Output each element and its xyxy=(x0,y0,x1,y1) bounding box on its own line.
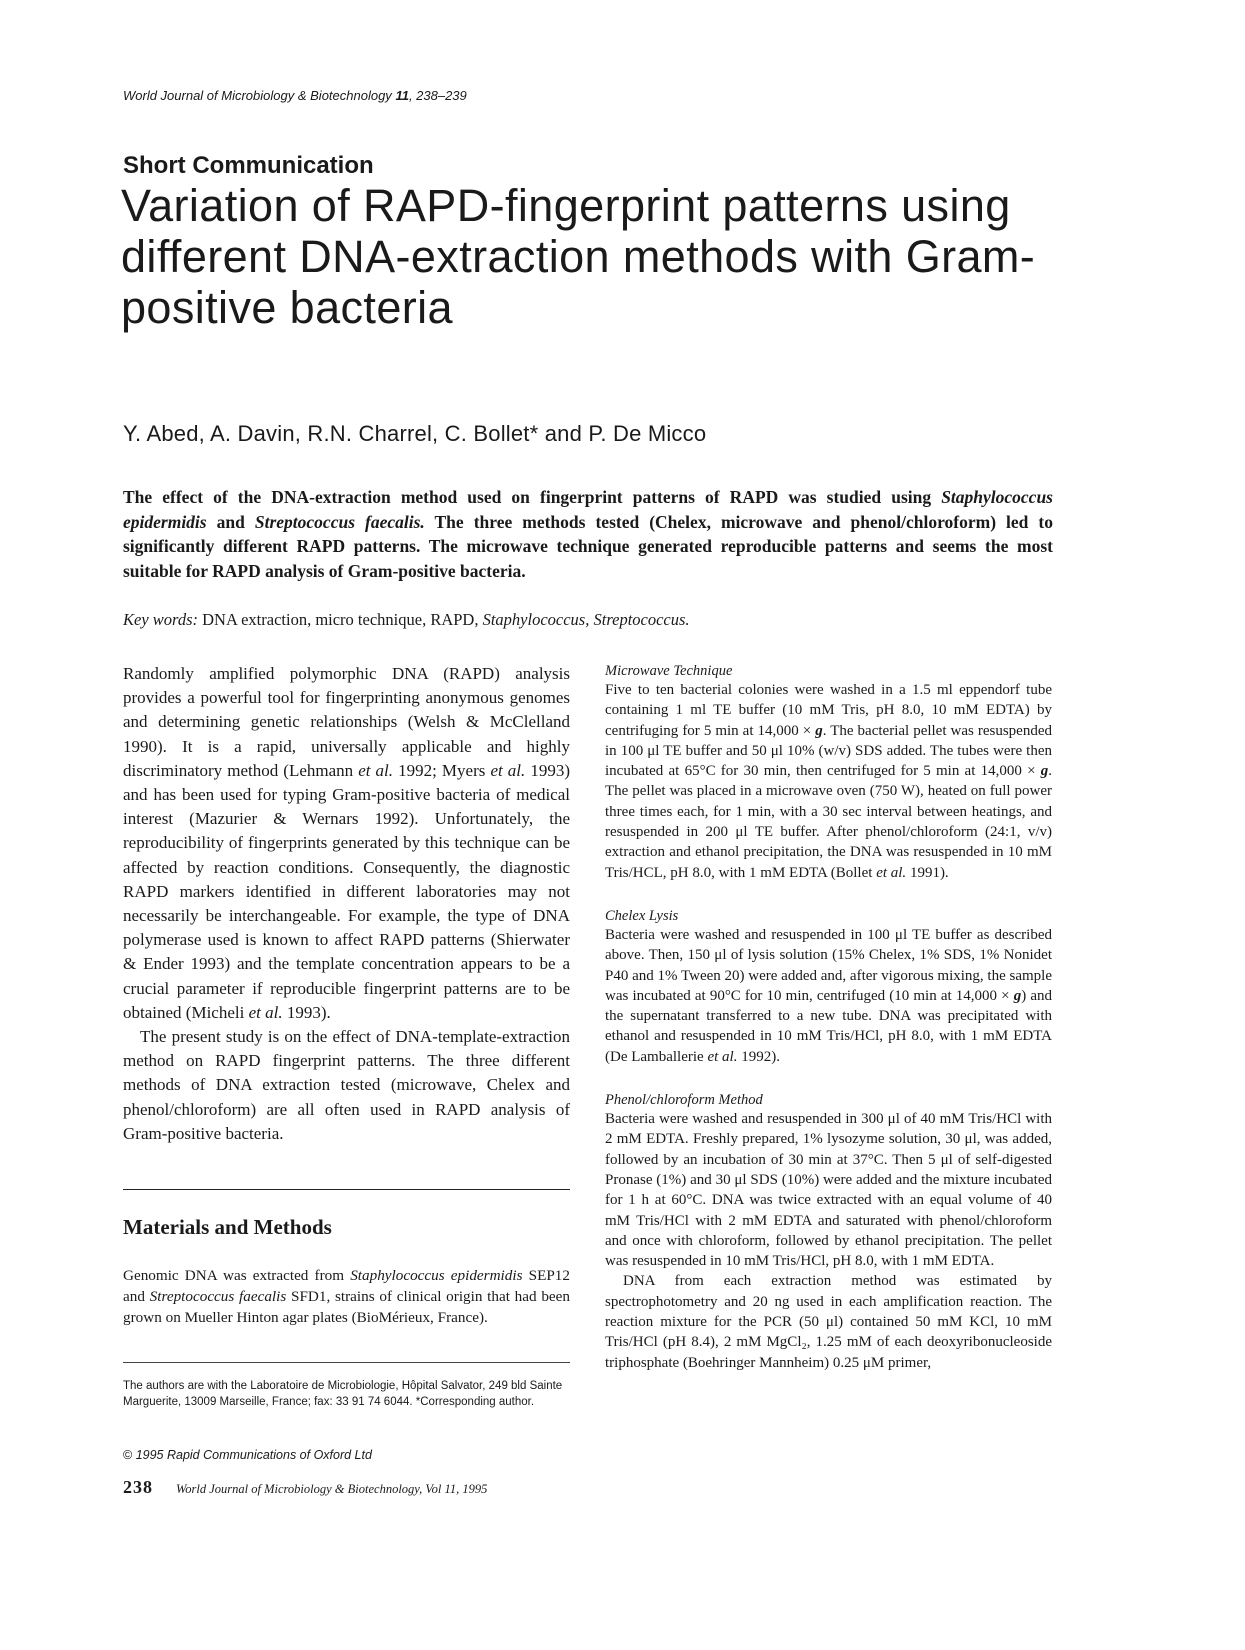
method-text: . The bacterial pellet was resuspended in 100 μl TE buffer and 50 μl 10% (w/v) SDS added. The tubes were then incubated at 65°C for 30 min, then centrifuged for 5 min at 14,000 × xyxy=(605,722,1052,780)
methods-column xyxy=(605,662,1052,1373)
species-name: Staphylococcus epidermidis xyxy=(123,487,1053,532)
microwave-heading: Microwave Technique xyxy=(605,663,733,679)
copyright-line xyxy=(123,1448,372,1462)
keywords xyxy=(123,610,1053,630)
section-label: Short Communication xyxy=(123,152,374,179)
intro-text: Randomly amplified polymorphic DNA (RAPD) analysis provides a powerful tool for fingerprinting anonymous genomes and determining genetic relationships (Welsh & McClelland 1990). It is a rapid, universally applicable and highly discriminatory method (Lehmann xyxy=(123,664,570,780)
species-name: Streptococcus faecalis. xyxy=(254,511,425,532)
pcr-paragraph: DNA from each extraction method was estimated by spectrophotometry and 20 ng used in each amplification reaction. The reaction mixture for the PCR (50 μl) contained 50 mM KCl, 10 mM Tris/HCl (pH 8.4), 2 mM MgCl₂, 1.25 mM of each deoxyribonucleoside triphosphate (Boehringer Mannheim) 0.25 μM primer, xyxy=(605,1273,1052,1371)
keyword-italic: Staphylococcus, xyxy=(482,610,590,629)
copyright-text: 1995 Rapid Communications of Oxford Ltd xyxy=(132,1448,372,1462)
species-name: Streptococcus faecalis xyxy=(149,1288,287,1305)
method-text: ) and the supernatant transferred to a new tube. DNA was precipitated with ethanol and resuspended in 10 mM Tris/HCl, pH 8.0, with 1 mM EDTA (De Lamballerie xyxy=(605,987,1053,1065)
journal-name: World Journal of Microbiology & Biotechnology xyxy=(123,88,392,103)
abstract-text: The three methods tested (Chelex, microwave and phenol/chloroform) led to significantly different RAPD patterns. The microwave technique generated reproducible patterns and seems the most suitable for RAPD analysis of Gram-positive bacteria. xyxy=(123,511,1054,581)
keyword-italic: Streptococcus. xyxy=(593,610,690,629)
copyright-symbol: © xyxy=(123,1448,133,1462)
materials-text: Genomic DNA was extracted from xyxy=(123,1267,351,1284)
author-list: Y. Abed, A. Davin, R.N. Charrel, C. Bollet* and P. De Micco xyxy=(123,421,707,446)
footnote-divider xyxy=(123,1362,570,1363)
materials-text: SFD1, strains of clinical origin that had been grown on Mueller Hinton agar plates (BioMérieux, France). xyxy=(123,1288,571,1326)
journal-volume: 11 xyxy=(395,88,409,103)
footer-journal: World Journal of Microbiology & Biotechnology, Vol 11, 1995 xyxy=(176,1482,488,1496)
abstract-text: and xyxy=(206,511,255,532)
abstract-text: The effect of the DNA-extraction method used on fingerprint patterns of RAPD was studied using xyxy=(123,487,942,507)
intro-paragraph xyxy=(123,662,570,1025)
chelex-paragraph xyxy=(605,925,1052,1067)
method-text: 1991). xyxy=(906,864,949,881)
materials-text: SEP12 and xyxy=(123,1267,570,1305)
materials-heading: Materials and Methods xyxy=(123,1215,332,1239)
phenol-section xyxy=(605,1091,1052,1373)
chelex-section xyxy=(605,907,1052,1067)
et-al: et al. xyxy=(248,1002,283,1022)
g-force: g xyxy=(1013,987,1022,1004)
journal-pages: , 238–239 xyxy=(408,88,467,103)
page-number: 238 xyxy=(123,1477,153,1497)
et-al: et al. xyxy=(876,864,907,881)
et-al: et al. xyxy=(358,760,394,780)
chelex-heading: Chelex Lysis xyxy=(605,907,679,924)
journal-header xyxy=(123,88,467,103)
g-force: g xyxy=(1040,763,1049,780)
method-text: Bacteria were washed and resuspended in 100 μl TE buffer as described above. Then, 150 μl of lysis solution (15% Chelex, 1% SDS, 1% Nonidet P40 and 1% Tween 20) were added and, after vigorous mixing, the sample was incubated at 90°C for 10 min, centrifuged (10 min at 14,000 × xyxy=(605,926,1052,1004)
microwave-section xyxy=(605,662,1052,883)
abstract xyxy=(123,485,1053,583)
intro-paragraph: The present study is on the effect of DNA-template-extraction method on RAPD fingerprint patterns. The three different methods of DNA extraction tested (microwave, Chelex and phenol/chloroform) are all often used in RAPD analysis of Gram-positive bacteria. xyxy=(123,1027,570,1143)
paper-title: Variation of RAPD-fingerprint patterns using different DNA-extraction methods with Gram-positive bacteria xyxy=(121,180,1036,333)
et-al: et al. xyxy=(707,1048,738,1065)
g-force: g xyxy=(815,722,823,739)
method-text: 1992). xyxy=(737,1048,780,1065)
et-al: et al. xyxy=(490,760,526,780)
microwave-paragraph xyxy=(605,680,1052,883)
intro-text: 1993). xyxy=(282,1002,331,1022)
method-text: . The pellet was placed in a microwave oven (750 W), heated on full power three times each, for 1 min, with a 30 sec interval between heatings, and resuspended in 200 μl TE buffer. After phenol/chloroform (24:1, v/v) extraction and ethanol precipitation, the DNA was resuspended in 10 mM Tris/HCL, pH 8.0, with 1 mM EDTA (Bollet xyxy=(605,763,1052,881)
method-text: Five to ten bacterial colonies were washed in a 1.5 ml eppendorf tube containing 1 ml TE buffer (10 mM Tris, pH 8.0, 10 mM EDTA) by centrifuging for 5 min at 14,000 × xyxy=(605,682,1052,739)
keywords-text: DNA extraction, micro technique, RAPD, xyxy=(198,610,483,629)
phenol-heading: Phenol/chloroform Method xyxy=(605,1092,763,1109)
intro-text: 1992; Myers xyxy=(393,760,491,780)
affiliation-footnote: The authors are with the Laboratoire de Microbiologie, Hôpital Salvator, 249 bld Sainte Marguerite, 13009 Marseille, France; fax: 33 91 74 6044. *Corresponding author. xyxy=(123,1380,563,1408)
materials-paragraph xyxy=(123,1265,570,1328)
intro-text: 1993) and has been used for typing Gram-positive bacteria of medical interest (Mazurier & Wernars 1992). Unfortunately, the reproducibility of fingerprints generated by this technique can be affected by reaction conditions. Consequently, the diagnostic RAPD markers identified in different laboratories may not necessarily be interchangeable. For example, the type of DNA polymerase used is known to affect RAPD patterns (Shierwater & Ender 1993) and the template concentration appears to be a crucial parameter if reproducible fingerprint patterns are to be obtained (Micheli xyxy=(123,760,570,1022)
phenol-paragraph: Bacteria were washed and resuspended in 300 μl of 40 mM Tris/HCl with 2 mM EDTA. Freshly prepared, 1% lysozyme solution, 30 μl, was added, followed by an incubation of 30 min at 37°C. Then 5 μl of self-digested Pronase (1%) and 30 μl SDS (10%) were added and the mixture incubated for 1 h at 60°C. DNA was twice extracted with an equal volume of 40 mM Tris/HCl with 2 mM EDTA and saturated with phenol/chloroform and once with chloroform, followed by ethanol precipitation. The pellet was resuspended in 10 mM Tris/HCl, pH 8.0, with 1 mM EDTA. xyxy=(605,1111,1052,1270)
section-divider xyxy=(123,1189,570,1190)
species-name: Staphylococcus epidermidis xyxy=(350,1267,523,1284)
keywords-label: Key words: xyxy=(123,610,199,629)
introduction xyxy=(123,662,570,1146)
